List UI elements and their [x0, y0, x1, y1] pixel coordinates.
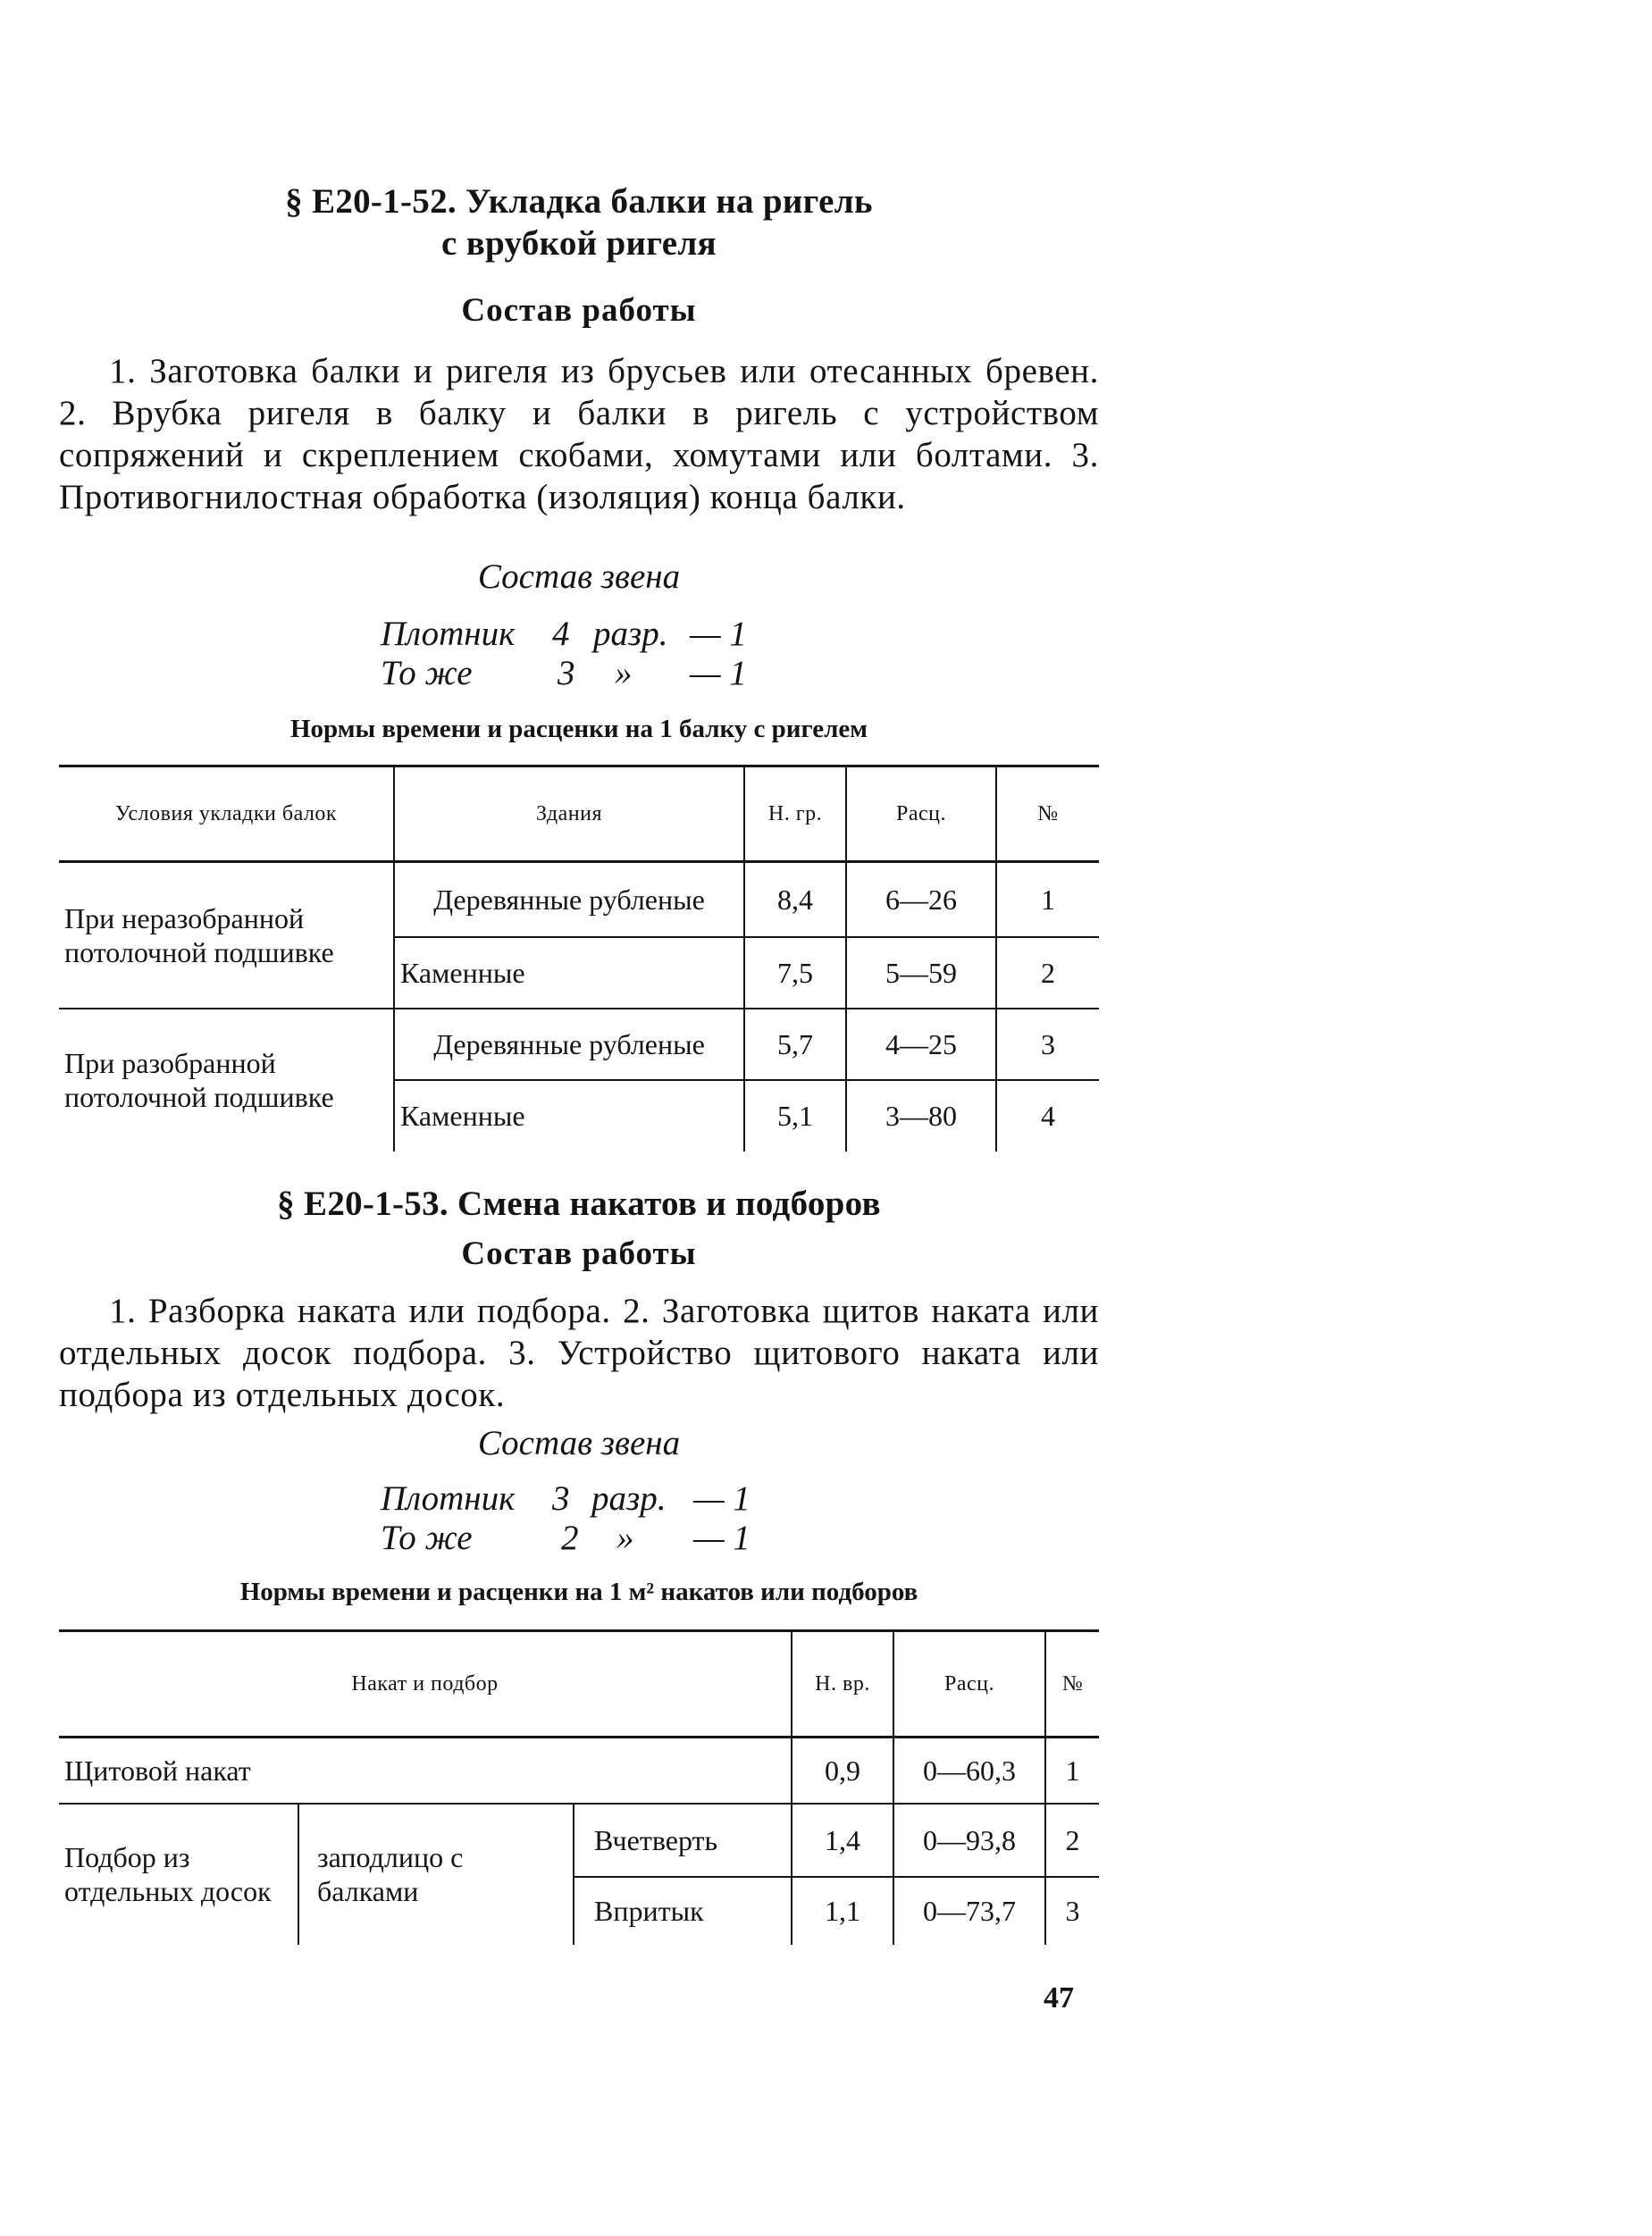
- crew-grade: 3: [552, 1479, 570, 1518]
- hours-cell: 5,1: [744, 1080, 846, 1151]
- work-composition-heading: Состав работы: [461, 292, 697, 329]
- column-header: Расц.: [846, 766, 996, 862]
- crew-grade: 2: [561, 1519, 579, 1557]
- crew-unit: разр.: [593, 615, 668, 653]
- table-row: [59, 862, 1099, 937]
- column-header: Н. гр.: [744, 766, 846, 862]
- rate-cell: 0—73,7: [893, 1877, 1045, 1945]
- building-cell: Деревянные рубленые: [394, 1009, 744, 1080]
- section-e20-1-52: [59, 180, 1099, 264]
- crew-grade: 4: [552, 615, 570, 653]
- number-cell: 3: [996, 1009, 1099, 1080]
- type-cell: Вчетверть: [574, 1804, 792, 1877]
- number-cell: 1: [1045, 1738, 1099, 1804]
- table-row: [59, 1738, 1099, 1804]
- section-title: § Е20-1-52. Укладка балки на ригель: [285, 182, 873, 221]
- section-title-line2: с врубкой ригеля: [441, 224, 717, 263]
- rate-cell: 4—25: [846, 1009, 996, 1080]
- work-description: [59, 350, 1099, 518]
- column-header: Условия укладки балок: [59, 766, 394, 862]
- crew-role: То же: [381, 654, 473, 692]
- norms-table-1: [59, 765, 1099, 1151]
- section-title: § Е20-1-53. Смена накатов и подборов: [277, 1185, 881, 1223]
- rate-cell: 5—59: [846, 937, 996, 1009]
- norms-table-2: [59, 1629, 1099, 1945]
- hours-cell: 0,9: [792, 1738, 893, 1804]
- work-composition-heading: Состав работы: [461, 1235, 697, 1272]
- table-row: [59, 1804, 1099, 1877]
- crew-heading: Состав звена: [477, 557, 681, 596]
- number-cell: 2: [996, 937, 1099, 1009]
- crew-count: — 1: [690, 615, 747, 653]
- crew-count: — 1: [690, 654, 747, 692]
- crew-unit: »: [616, 1519, 634, 1557]
- table-header-row: [59, 766, 1099, 862]
- number-cell: 4: [996, 1080, 1099, 1151]
- work-composition-text: 1. Разборка наката или подбора. 2. Заготовка щитов наката или отдельных досок подбора. 3. Устройство щитового наката или подбора из отдельных досок.: [59, 1292, 1099, 1414]
- hours-cell: 1,1: [792, 1877, 893, 1945]
- name-cell: Щитовой накат: [59, 1738, 792, 1804]
- table-caption: Нормы времени и расценки на 1 м² накатов или подборов: [239, 1578, 918, 1606]
- table-header-row: [59, 1631, 1099, 1738]
- column-header: Н. вр.: [792, 1631, 893, 1738]
- crew-role: Плотник: [381, 1479, 516, 1518]
- crew-count: — 1: [693, 1519, 751, 1557]
- rate-cell: 0—93,8: [893, 1804, 1045, 1877]
- crew-count: — 1: [693, 1479, 751, 1518]
- crew-heading-block: [59, 557, 1099, 597]
- building-cell: Каменные: [394, 937, 744, 1009]
- building-cell: Деревянные рубленые: [394, 862, 744, 937]
- column-header: Расц.: [893, 1631, 1045, 1738]
- group-name-cell: Подбор из отдельных досок: [64, 1841, 272, 1907]
- building-cell: Каменные: [394, 1080, 744, 1151]
- number-cell: 1: [996, 862, 1099, 937]
- table-caption: Нормы времени и расценки на 1 балку с ригелем: [289, 715, 868, 743]
- hours-cell: 8,4: [744, 862, 846, 937]
- hours-cell: 7,5: [744, 937, 846, 1009]
- crew-unit: разр.: [591, 1479, 667, 1518]
- hours-cell: 5,7: [744, 1009, 846, 1080]
- crew-role: То же: [381, 1519, 473, 1557]
- type-cell: Впритык: [574, 1877, 792, 1945]
- work-heading: [59, 291, 1099, 331]
- group-subname-cell: заподлицо с балками: [298, 1804, 574, 1945]
- condition-cell: При неразобранной потолочной подшивке: [59, 862, 394, 1009]
- table2-caption-block: [59, 1576, 1099, 1608]
- table-row: [59, 1009, 1099, 1080]
- table1-block: [59, 765, 1099, 1151]
- rate-cell: 3—80: [846, 1080, 996, 1151]
- rate-cell: 6—26: [846, 862, 996, 937]
- number-cell: 2: [1045, 1804, 1099, 1877]
- crew-heading-block-2: [59, 1424, 1099, 1463]
- condition-cell: При разобранной потолочной подшивке: [64, 1047, 334, 1113]
- section-e20-1-53: [59, 1183, 1099, 1225]
- work-heading-2: [59, 1235, 1099, 1274]
- number-cell: 3: [1045, 1877, 1099, 1945]
- column-header: №: [1045, 1631, 1099, 1738]
- table2-block: [59, 1629, 1099, 1945]
- crew-heading: Состав звена: [477, 1424, 681, 1462]
- column-header: Накат и подбор: [59, 1631, 792, 1738]
- work-composition-text: 1. Заготовка балки и ригеля из брусьев или отесанных бревен. 2. Врубка ригеля в балку и балки в ригель с устройством сопряжений и скреплением скобами, хомутами или болтами. 3. Противогнилостная обработка (изоляция) конца балки.: [59, 352, 1099, 516]
- table1-caption-block: [59, 713, 1099, 745]
- page-number: 47: [1044, 1981, 1074, 2014]
- crew-unit: »: [615, 654, 633, 692]
- hours-cell: 1,4: [792, 1804, 893, 1877]
- rate-cell: 0—60,3: [893, 1738, 1045, 1804]
- crew-grade: 3: [558, 654, 575, 692]
- work-description-2: [59, 1290, 1099, 1416]
- column-header: №: [996, 766, 1099, 862]
- crew-role: Плотник: [381, 615, 516, 653]
- column-header: Здания: [394, 766, 744, 862]
